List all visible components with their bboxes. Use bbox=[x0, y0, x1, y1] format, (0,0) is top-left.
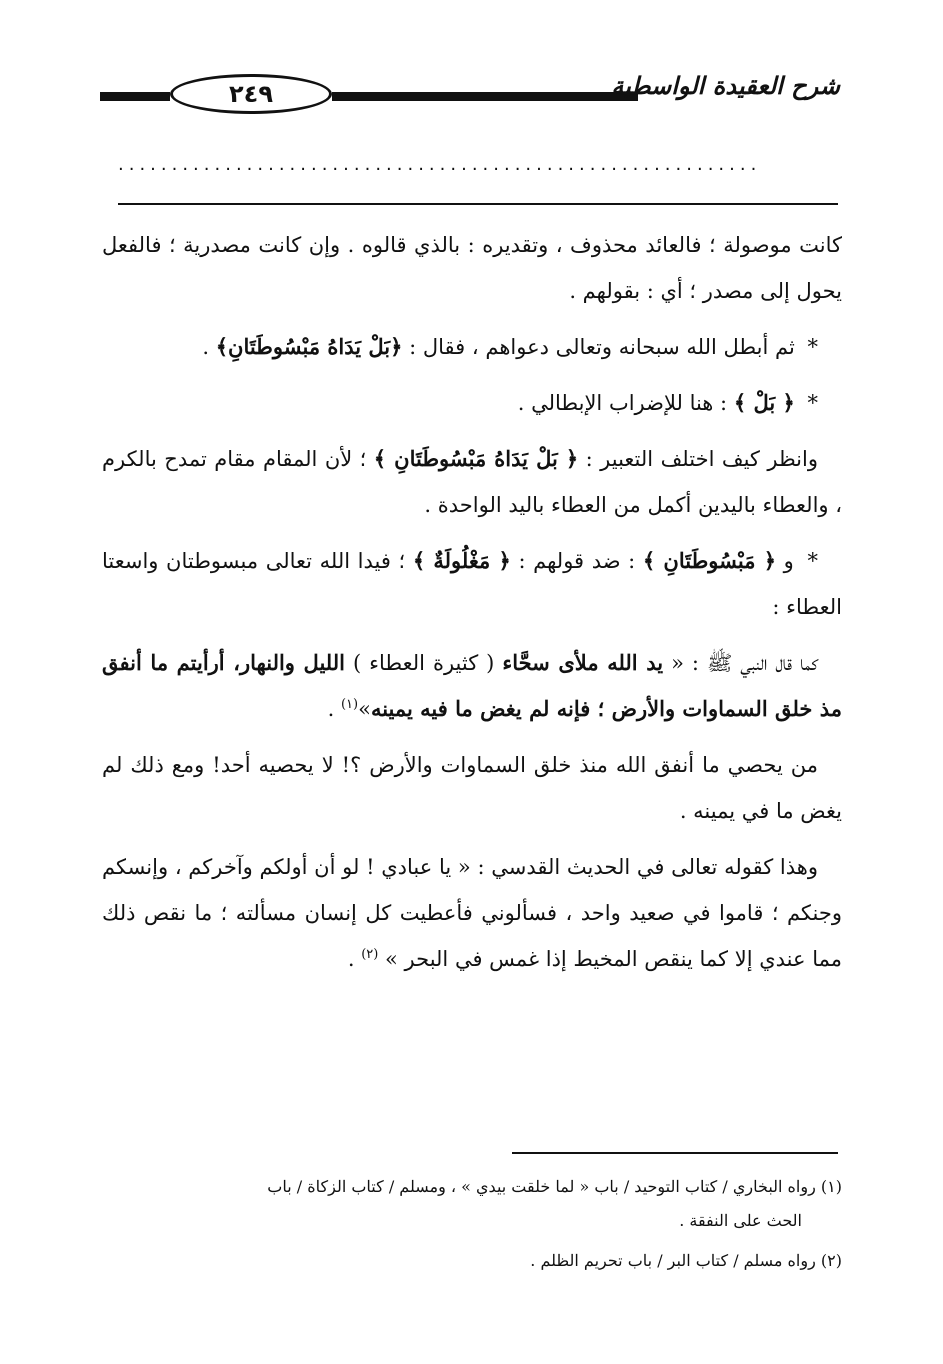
paragraph-8-text: وهذا كقوله تعالى في الحديث القدسي : « يا عبادي ! لو أن أولكم وآخركم ، وإنسكم وجنكم ؛ قاموا في صعيد واحد ، فسألوني فأعطيت كل إنسان مسألته ؛ ما نقص ذلك مما عندي إلا كما ينقص المخيط إذا غمس في البحر » bbox=[102, 855, 842, 971]
paragraph-2-text: ثم أبطل الله سبحانه وتعالى دعواهم ، فقال : bbox=[409, 335, 795, 359]
paragraph-5-text-b: : ضد قولهم : bbox=[518, 549, 636, 573]
asterisk-marker: * bbox=[807, 335, 818, 359]
main-text bbox=[102, 222, 842, 992]
paragraph-2 bbox=[102, 324, 842, 370]
paragraph-7: من يحصي ما أنفق الله منذ خلق السماوات والأرض ؟! لا يحصيه أحد! ومع ذلك لم يغض ما في يمينه . bbox=[102, 753, 842, 823]
punctuation: . bbox=[327, 697, 335, 721]
paragraph-1: كانت موصولة ؛ فالعائد محذوف ، وتقديره : بالذي قالوه . وإن كانت مصدرية ؛ فالفعل يحول إلى مصدر ؛ أي : بقولهم . bbox=[102, 233, 842, 303]
quran-verse: ﴿بَلْ يَدَاهُ مَبْسُوطَتَانِ﴾ bbox=[215, 334, 403, 359]
asterisk-marker: * bbox=[807, 549, 818, 573]
top-rule bbox=[118, 203, 838, 205]
paragraph-5 bbox=[102, 538, 842, 630]
quran-verse: ﴿ مَبْسُوطَتَانِ ﴾ bbox=[642, 548, 777, 573]
footnote-ref-1: (١) bbox=[340, 697, 359, 712]
footnote-1 bbox=[102, 1170, 842, 1238]
punctuation: . bbox=[347, 947, 355, 971]
paragraph-6 bbox=[102, 640, 842, 732]
dotted-separator: ............................................................ bbox=[118, 154, 762, 174]
hadith-text: يد الله ملأى سحَّاء bbox=[502, 650, 664, 675]
header-rule-right bbox=[332, 92, 638, 101]
asterisk-marker: * bbox=[807, 391, 818, 415]
punctuation: . bbox=[202, 335, 210, 359]
page-header bbox=[100, 68, 840, 118]
header-rule-left bbox=[100, 92, 170, 101]
paragraph-4 bbox=[102, 436, 842, 528]
paragraph-6-gloss: ( كثيرة العطاء ) bbox=[352, 651, 495, 675]
quran-verse: ﴿ بَلْ يَدَاهُ مَبْسُوطَتَانِ ﴾ bbox=[373, 446, 579, 471]
footnote-1-line-2: الحث على النفقة . bbox=[679, 1211, 802, 1230]
paragraph-3-text: : هنا للإضراب الإبطالي . bbox=[517, 391, 728, 415]
paragraph-6-text-a: كما قال النبي ﷺ : « bbox=[671, 651, 818, 675]
paragraph-5-text-c: ؛ فيدا الله تعالى مبسوطتان واسعتا العطاء : bbox=[102, 549, 842, 619]
paragraph-8 bbox=[102, 844, 842, 982]
quran-verse: ﴿ بَلْ ﴾ bbox=[733, 390, 795, 415]
paragraph-3 bbox=[102, 380, 842, 426]
footnotes bbox=[102, 1170, 842, 1284]
footnote-ref-2: (٢) bbox=[361, 947, 379, 962]
footnote-1-line-1: (١) رواه البخاري / كتاب التوحيد / باب « لما خلقت بيدي » ، ومسلم / كتاب الزكاة / باب bbox=[267, 1177, 842, 1196]
footnote-rule bbox=[512, 1152, 838, 1154]
hadith-text: الليل والنهار، أرأيتم ما أنفق مذ خلق السماوات والأرض ؛ فإنه لم يغض ما فيه يمينه bbox=[102, 650, 842, 721]
paragraph-4-text-a: وانظر كيف اختلف التعبير : bbox=[585, 447, 818, 471]
paragraph-4-text-b: ؛ لأن المقام مقام تمدح بالكرم ، والعطاء باليدين أكمل من العطاء باليد الواحدة . bbox=[102, 447, 842, 517]
quote-mark: » bbox=[358, 697, 371, 721]
footnote-2: (٢) رواه مسلم / كتاب البر / باب تحريم الظلم . bbox=[530, 1251, 842, 1270]
page-number: ٢٤٩ bbox=[170, 74, 332, 114]
paragraph-5-text-a: و bbox=[783, 549, 794, 573]
quran-verse: ﴿ مَغْلُولَةٌ ﴾ bbox=[412, 548, 511, 573]
book-title: شرح العقيدة الواسطية bbox=[611, 72, 840, 100]
